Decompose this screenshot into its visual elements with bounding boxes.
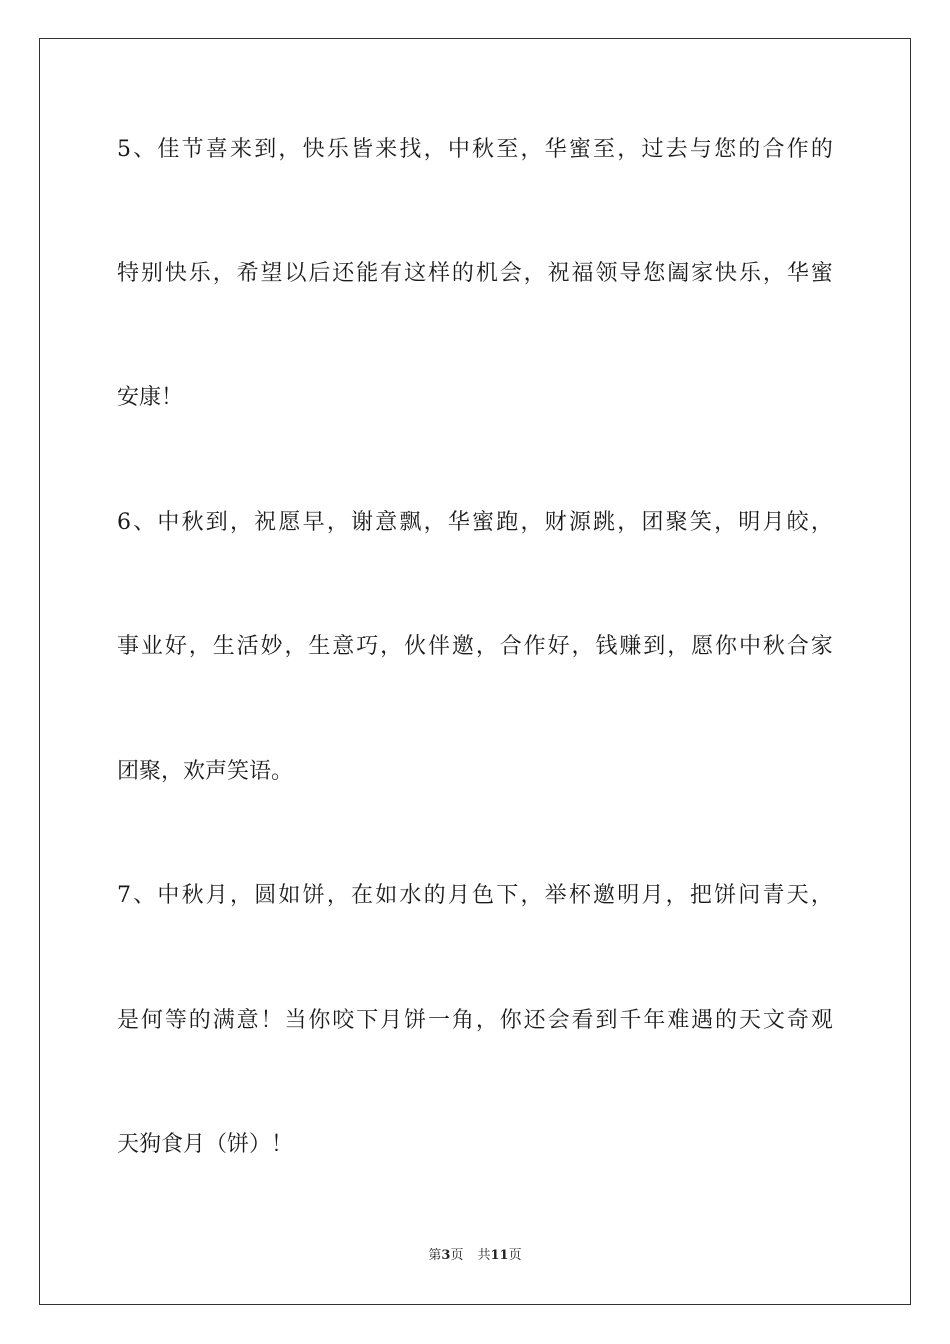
text-line-7: 7 、 中 秋 月 ， 圆 如 饼 ， 在 如 水 的 月 色 下 ， 举 杯 邀 明 月 ， 把 饼 问 青 天 ， bbox=[117, 883, 833, 908]
page-frame bbox=[39, 38, 911, 1305]
footer-total-suffix: 页 bbox=[508, 1248, 522, 1263]
text-line-3: 安康！ bbox=[117, 385, 184, 410]
text-line-4: 6 、 中 秋 到 ， 祝 愿 早 ， 谢 意 飘 ， 华 蜜 跑 ， 财 源 跳 ， 团 聚 笑 ， 明 月 皎 ， bbox=[117, 510, 833, 535]
footer-total-prefix: 共 bbox=[477, 1248, 491, 1263]
footer-page-prefix: 第 bbox=[428, 1248, 442, 1263]
footer-page-number: 3 bbox=[441, 1248, 451, 1263]
text-line-8: 是 何 等 的 满 意 ！ 当 你 咬 下 月 饼 一 角 ， 你 还 会 看 到 千 年 难 遇 的 天 文 奇 观 bbox=[117, 1008, 833, 1033]
text-line-2: 特 别 快 乐 ， 希 望 以 后 还 能 有 这 样 的 机 会 ， 祝 福 领 导 您 阖 家 快 乐 ， 华 蜜 bbox=[117, 261, 833, 286]
footer-total-number: 11 bbox=[490, 1248, 509, 1263]
footer-page-suffix: 页 bbox=[450, 1248, 464, 1263]
text-line-9: 天狗食月（饼）！ bbox=[117, 1132, 294, 1157]
page-footer bbox=[0, 1248, 950, 1264]
text-line-1: 5 、 佳 节 喜 来 到 ， 快 乐 皆 来 找 ， 中 秋 至 ， 华 蜜 至 ， 过 去 与 您 的 合 作 的 bbox=[117, 137, 833, 162]
text-line-6: 团聚，欢声笑语。 bbox=[117, 759, 294, 784]
text-line-5: 事 业 好 ， 生 活 妙 ， 生 意 巧 ， 伙 伴 邀 ， 合 作 好 ， 钱 赚 到 ， 愿 你 中 秋 合 家 bbox=[117, 634, 833, 659]
